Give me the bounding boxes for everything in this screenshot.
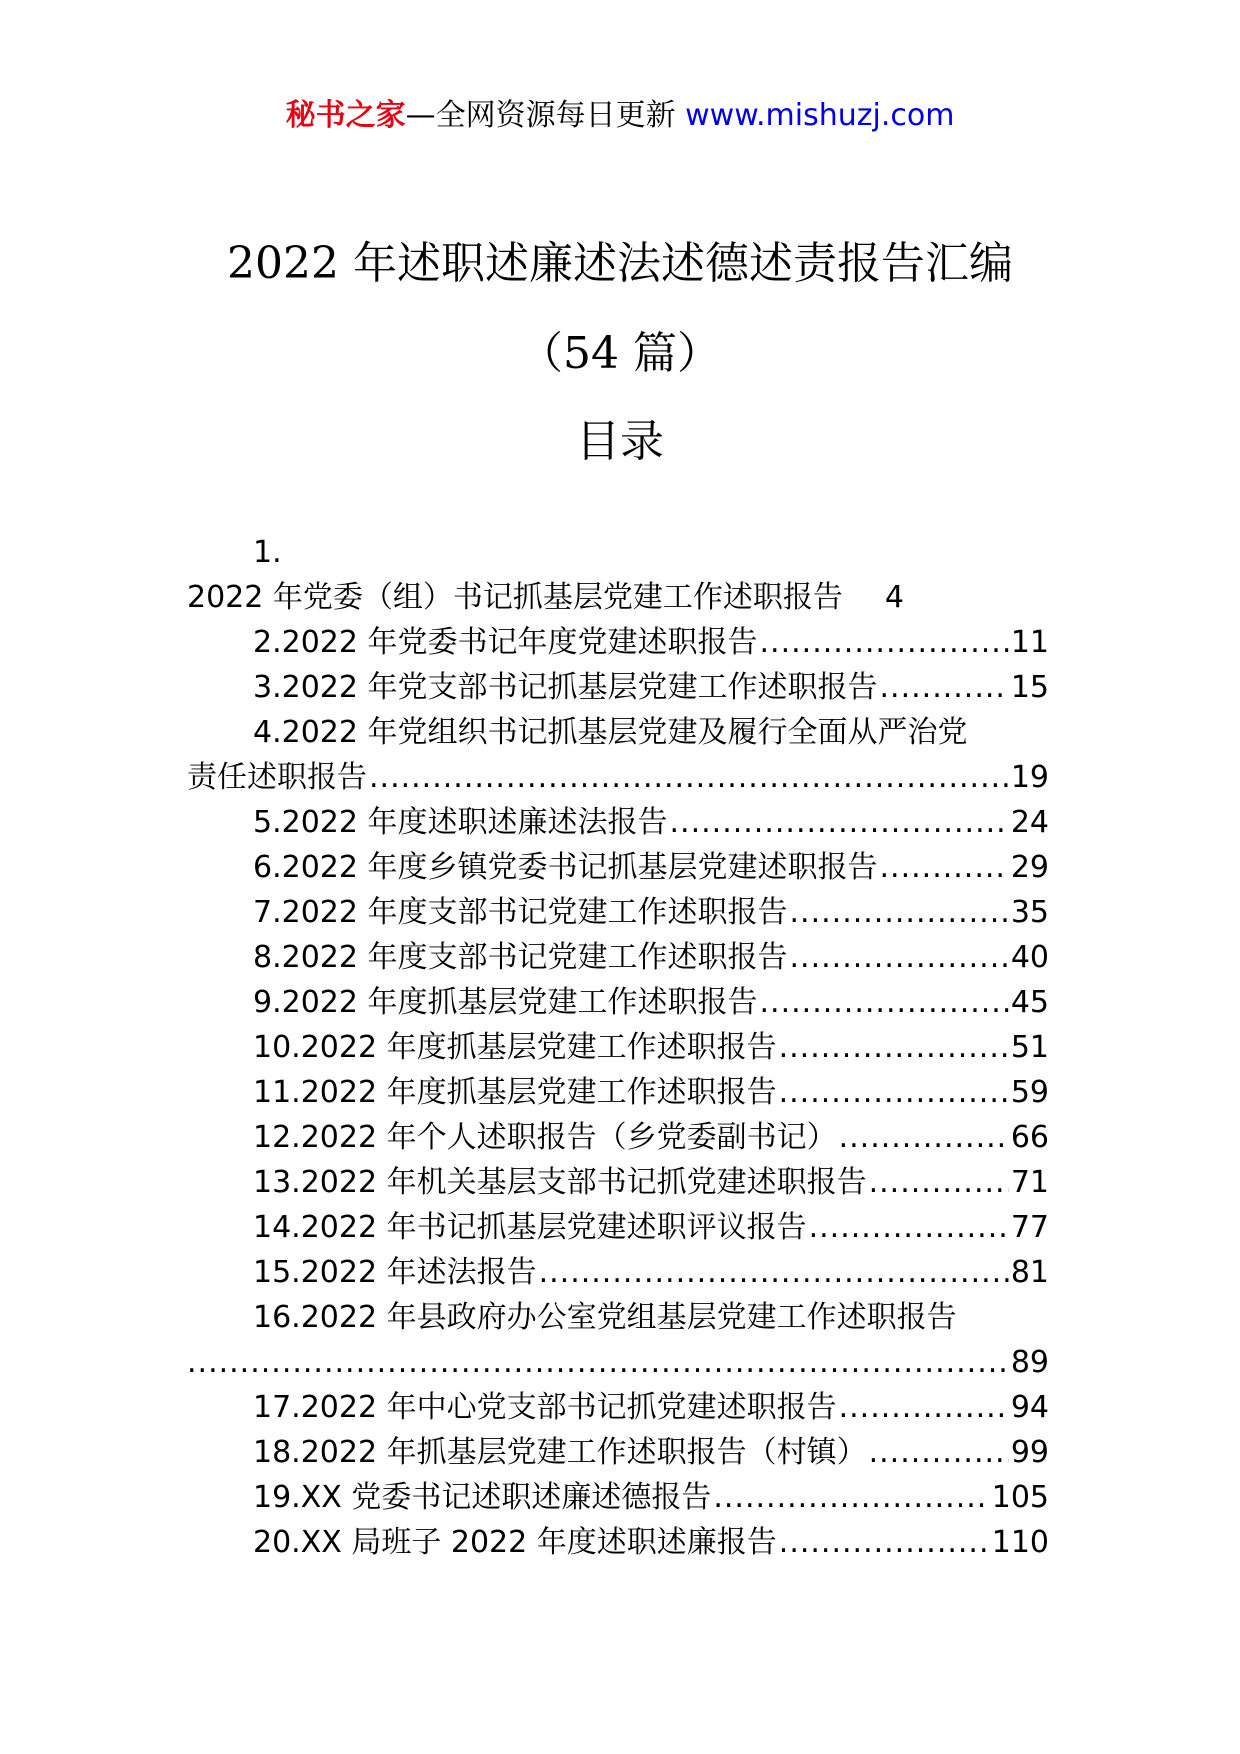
document-title: 2022 年述职述廉述法述德述责报告汇编 — [227, 238, 1013, 289]
brand-name: 秘书之家 — [285, 98, 406, 133]
toc-entry-page: 51 — [1010, 1030, 1049, 1065]
site-header — [0, 94, 1240, 138]
toc-entry-1-number: 1. — [253, 535, 282, 570]
toc-entry-text: 2022 年党委（组）书记抓基层党建工作述职报告 — [187, 580, 843, 615]
toc-entry-4-line-2[interactable] — [187, 755, 1049, 800]
toc-entry-text: 11.2022 年度抓基层党建工作述职报告 — [253, 1075, 777, 1110]
toc-entry-17[interactable] — [187, 1385, 1049, 1430]
toc-entry-18[interactable] — [187, 1430, 1049, 1475]
dot-leader — [809, 1205, 1009, 1250]
dot-leader — [760, 980, 1009, 1025]
toc-entry-text: 6.2022 年度乡镇党委书记抓基层党建述职报告 — [253, 850, 878, 885]
toc-entry-text: 17.2022 年中心党支部书记抓党建述职报告 — [253, 1390, 837, 1425]
dot-leader — [760, 620, 1009, 665]
toc-entry-page: 4 — [884, 580, 904, 615]
toc-entry-page: 35 — [1010, 895, 1049, 930]
dot-leader — [839, 1115, 1009, 1160]
toc-entry-15[interactable] — [187, 1250, 1049, 1295]
toc-entry-page: 77 — [1010, 1210, 1049, 1245]
toc-entry-page: 105 — [991, 1480, 1049, 1515]
toc-entry-page: 89 — [1010, 1345, 1049, 1380]
toc-entry-text: 2.2022 年党委书记年度党建述职报告 — [253, 625, 758, 660]
toc-entry-text: 19.XX 党委书记述职述廉述德报告 — [253, 1480, 712, 1515]
toc-entry-6[interactable] — [187, 845, 1049, 890]
toc-entry-19[interactable] — [187, 1475, 1049, 1520]
toc-entry-9[interactable] — [187, 980, 1049, 1025]
dot-leader — [187, 1340, 1009, 1385]
toc-entry-page: 59 — [1010, 1075, 1049, 1110]
dot-leader — [790, 890, 1009, 935]
dot-leader — [790, 935, 1009, 980]
toc-entry-text: 18.2022 年抓基层党建工作述职报告（村镇） — [253, 1435, 867, 1470]
toc-entry-text-continued: 责任述职报告 — [187, 760, 367, 795]
document-count: （54 篇） — [519, 328, 721, 379]
toc-entry-10[interactable] — [187, 1025, 1049, 1070]
toc-entry-page: 66 — [1010, 1120, 1049, 1155]
table-of-contents — [187, 530, 1049, 1565]
dot-leader — [880, 665, 1009, 710]
dot-leader — [670, 800, 1009, 845]
toc-entry-page: 19 — [1010, 760, 1049, 795]
toc-entry-page: 24 — [1010, 805, 1049, 840]
toc-entry-text: 5.2022 年度述职述廉述法报告 — [253, 805, 668, 840]
toc-entry-text: 16.2022 年县政府办公室党组基层党建工作述职报告 — [253, 1300, 957, 1335]
toc-entry-page: 40 — [1010, 940, 1049, 975]
toc-entry-2[interactable] — [187, 620, 1049, 665]
toc-entry-page: 45 — [1010, 985, 1049, 1020]
website-link[interactable]: www.mishuzj.com — [685, 98, 955, 133]
toc-entry-page: 110 — [991, 1525, 1049, 1560]
toc-entry-11[interactable] — [187, 1070, 1049, 1115]
toc-entry-20[interactable] — [187, 1520, 1049, 1565]
toc-entry-14[interactable] — [187, 1205, 1049, 1250]
dot-leader — [369, 755, 1009, 800]
toc-entry-page: 81 — [1010, 1255, 1049, 1290]
toc-entry-8[interactable] — [187, 935, 1049, 980]
toc-entry-text: 8.2022 年度支部书记党建工作述职报告 — [253, 940, 788, 975]
dot-leader — [869, 1430, 1009, 1475]
dot-leader — [869, 1160, 1009, 1205]
toc-entry-text: 3.2022 年党支部书记抓基层党建工作述职报告 — [253, 670, 878, 705]
toc-entry-text: 7.2022 年度支部书记党建工作述职报告 — [253, 895, 788, 930]
dot-leader — [779, 1070, 1009, 1115]
dot-leader — [713, 1475, 989, 1520]
toc-entry-5[interactable] — [187, 800, 1049, 845]
header-slogan: —全网资源每日更新 — [405, 98, 676, 133]
toc-entry-text: 10.2022 年度抓基层党建工作述职报告 — [253, 1030, 777, 1065]
dot-leader — [779, 1025, 1009, 1070]
dot-leader — [880, 845, 1009, 890]
toc-entry-1[interactable] — [187, 575, 1049, 620]
toc-entry-page: 29 — [1010, 850, 1049, 885]
toc-entry-text: 12.2022 年个人述职报告（乡党委副书记） — [253, 1120, 837, 1155]
toc-entry-7[interactable] — [187, 890, 1049, 935]
toc-entry-16-line-2[interactable] — [187, 1340, 1049, 1385]
toc-entry-text: 15.2022 年述法报告 — [253, 1255, 537, 1290]
toc-entry-13[interactable] — [187, 1160, 1049, 1205]
dot-leader — [779, 1520, 990, 1565]
toc-entry-text: 4.2022 年党组织书记抓基层党建及履行全面从严治党 — [253, 715, 968, 750]
toc-entry-page: 71 — [1010, 1165, 1049, 1200]
toc-entry-text: 14.2022 年书记抓基层党建述职评议报告 — [253, 1210, 807, 1245]
toc-entry-16-line-1[interactable] — [187, 1295, 1049, 1340]
toc-entry-page: 99 — [1010, 1435, 1049, 1470]
toc-entry-12[interactable] — [187, 1115, 1049, 1160]
toc-entry-text: 13.2022 年机关基层支部书记抓党建述职报告 — [253, 1165, 867, 1200]
toc-heading: 目录 — [576, 416, 664, 467]
toc-entry-page: 15 — [1010, 670, 1049, 705]
dot-leader — [539, 1250, 1009, 1295]
toc-entry-page: 11 — [1010, 625, 1049, 660]
toc-entry-3[interactable] — [187, 665, 1049, 710]
toc-entry-4-line-1[interactable] — [187, 710, 1049, 755]
toc-entry-text: 20.XX 局班子 2022 年度述职述廉报告 — [253, 1525, 777, 1560]
toc-entry-page: 94 — [1010, 1390, 1049, 1425]
toc-entry-text: 9.2022 年度抓基层党建工作述职报告 — [253, 985, 758, 1020]
dot-leader — [839, 1385, 1009, 1430]
